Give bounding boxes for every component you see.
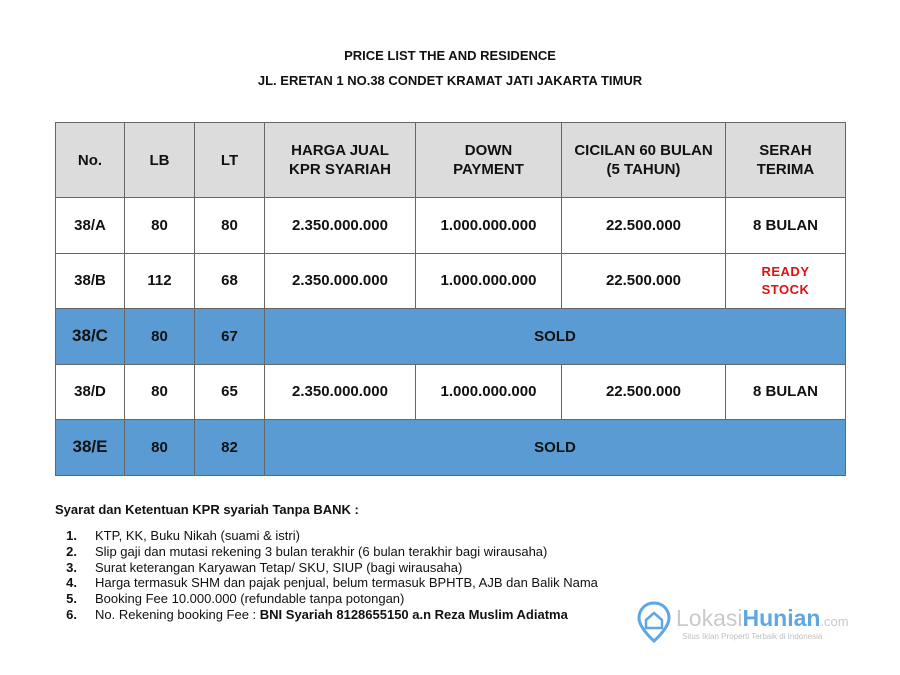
cell-down-payment: 1.000.000.000 [416,364,562,420]
watermark-brand-domain: .com [820,614,849,629]
cell-lb: 80 [125,364,195,420]
list-item [55,591,598,607]
cell-harga: 2.350.000.000 [265,364,416,420]
table-row-sold [56,420,846,476]
watermark-tagline: Situs Iklan Properti Terbaik di Indonesia [682,632,823,641]
cell-cicilan: 22.500.000 [562,253,726,309]
list-item-text: Booking Fee 10.000.000 (refundable tanpa potongan) [95,591,405,607]
cell-harga: 2.350.000.000 [265,198,416,254]
cell-lb: 80 [125,420,195,476]
col-header-down-payment [416,123,562,198]
price-table [55,122,846,476]
watermark-logo [636,601,866,643]
cell-down-payment: 1.000.000.000 [416,198,562,254]
cell-cicilan: 22.500.000 [562,198,726,254]
table-row-sold [56,309,846,365]
list-item-text: Harga termasuk SHM dan pajak penjual, belum termasuk BPHTB, AJB dan Balik Nama [95,575,598,591]
list-item-text: Surat keterangan Karyawan Tetap/ SKU, SIUP (bagi wirausaha) [95,559,463,575]
ready-stock-line2: STOCK [761,281,810,297]
table-row [56,364,846,420]
list-item [55,560,598,576]
table-row [56,198,846,254]
cell-lt: 68 [195,253,265,309]
col-header-lb: LB [125,123,195,198]
col-header-harga-line2: KPR SYARIAH [289,161,391,178]
col-header-dp-line1: DOWN [464,142,513,159]
cell-lb: 80 [125,309,195,365]
cell-cicilan: 22.500.000 [562,364,726,420]
cell-no: 38/C [56,309,125,365]
col-header-lt: LT [195,123,265,198]
list-item-number: 4. [66,575,77,591]
cell-serah-terima [726,253,846,309]
col-header-serah-line1: SERAH [759,142,812,159]
cell-no: 38/D [56,364,125,420]
list-item-number: 1. [66,528,77,543]
cell-lt: 67 [195,309,265,365]
terms-heading: Syarat dan Ketentuan KPR syariah Tanpa BANK : [55,502,359,517]
watermark-brand [676,605,849,635]
list-item [55,528,598,544]
ready-stock-line1: READY [761,263,810,279]
cell-sold-status: SOLD [265,420,846,476]
list-item-number: 6. [66,606,77,622]
cell-lt: 80 [195,198,265,254]
cell-sold-status: SOLD [265,309,846,365]
col-header-no: No. [56,123,125,198]
table-row [56,253,846,309]
location-pin-house-icon [636,601,672,643]
list-item [55,607,598,623]
ready-stock-badge [726,263,845,299]
col-header-harga [265,123,416,198]
cell-serah-terima: 8 BULAN [726,364,846,420]
cell-lb: 112 [125,253,195,309]
cell-harga: 2.350.000.000 [265,253,416,309]
list-item [55,544,598,560]
list-item-number: 5. [66,591,77,607]
cell-no: 38/A [56,198,125,254]
col-header-cicilan [562,123,726,198]
watermark-brand-part2: Hunian [742,605,821,631]
cell-serah-terima: 8 BULAN [726,198,846,254]
col-header-dp-line2: PAYMENT [453,161,524,178]
list-item-number: 3. [66,559,77,575]
cell-lt: 82 [195,420,265,476]
list-item-number: 2. [66,543,77,559]
col-header-serah-line2: TERIMA [756,161,815,178]
list-item [55,575,598,591]
col-header-cicilan-line2: (5 TAHUN) [606,161,681,178]
terms-list [55,528,598,623]
list-item-text: Slip gaji dan mutasi rekening 3 bulan terakhir (6 bulan terakhir bagi wirausaha) [95,543,548,559]
cell-no: 38/E [56,420,125,476]
cell-no: 38/B [56,253,125,309]
col-header-serah-terima [726,123,846,198]
cell-lb: 80 [125,198,195,254]
page-subtitle-address: JL. ERETAN 1 NO.38 CONDET KRAMAT JATI JAKARTA TIMUR [257,73,643,88]
cell-down-payment: 1.000.000.000 [416,253,562,309]
list-item-text: KTP, KK, Buku Nikah (suami & istri) [95,528,300,543]
col-header-cicilan-line1: CICILAN 60 BULAN [574,142,713,159]
col-header-harga-line1: HARGA JUAL [291,142,389,159]
list-item-text: No. Rekening booking Fee : [95,606,260,622]
cell-lt: 65 [195,364,265,420]
page-title: PRICE LIST THE AND RESIDENCE [344,48,556,63]
bank-account-info: BNI Syariah 8128655150 a.n Reza Muslim Adiatma [259,606,568,622]
table-header-row [56,123,846,198]
watermark-brand-part1: Lokasi [676,605,743,631]
